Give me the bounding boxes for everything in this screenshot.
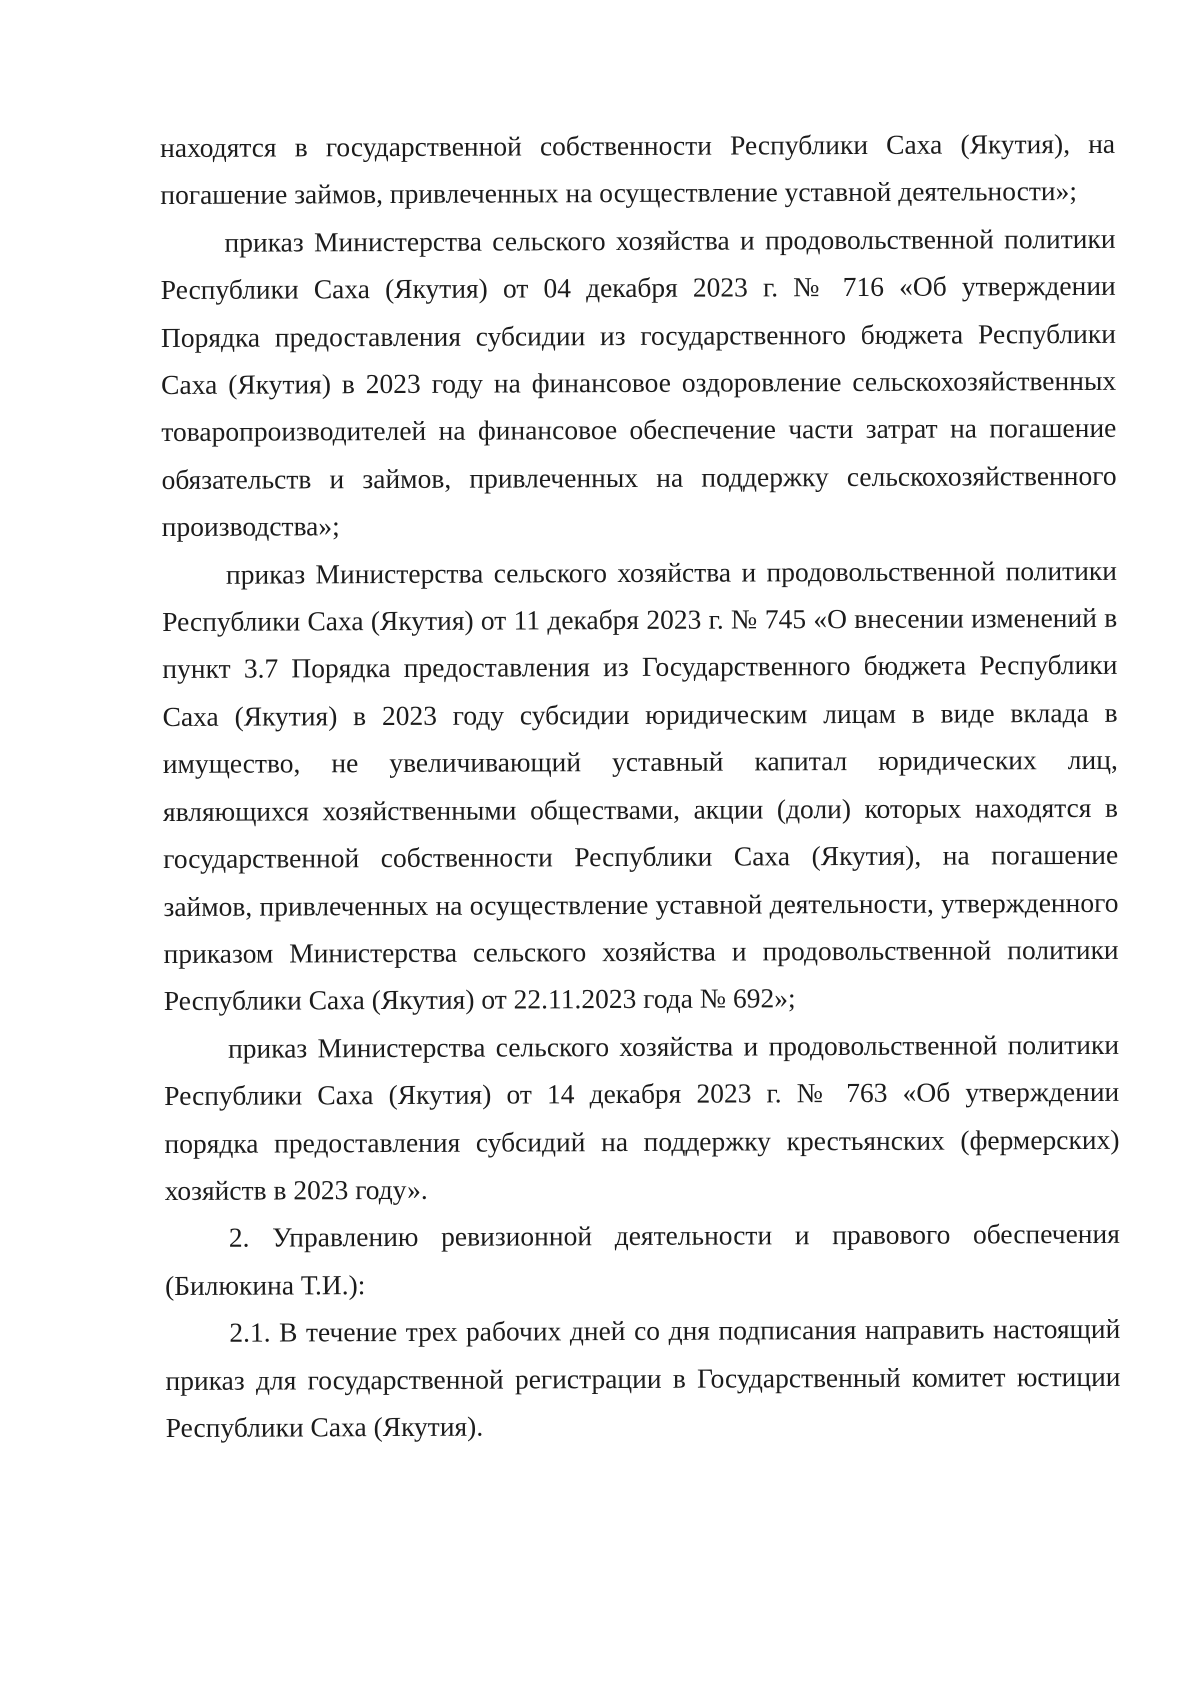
document-body bbox=[160, 120, 1121, 1452]
paragraph-order-763: приказ Министерства сельского хозяйства и продовольственной политики Республики Саха (Якутия) от 14 декабря 2023 г. № 763 «Об утверждении порядка предоставления субсидий на поддержку крестьянских (фермерских) хозяйств в 2023 году». bbox=[164, 1028, 1120, 1206]
paragraph-order-716: приказ Министерства сельского хозяйства и продовольственной политики Республики Саха (Якутия) от 04 декабря 2023 г. № 716 «Об утверждении Порядка предоставления субсидии из государственного бюджета Республики Саха (Якутия) в 2023 году на финансовое оздоровление сельскохозяйственных товаропроизводителей на финансовое обеспечение части затрат на погашение обязательств и займов, привлеченных на поддержку сельскохозяйственного производства»; bbox=[160, 222, 1117, 543]
paragraph-continuation: находятся в государственной собственности Республики Саха (Якутия), на погашение займов, привлеченных на осуществление уставной деятельности»; bbox=[160, 127, 1116, 211]
paragraph-order-745: приказ Министерства сельского хозяйства и продовольственной политики Республики Саха (Якутия) от 11 декабря 2023 г. № 745 «О внесении изменений в пункт 3.7 Порядка предоставления из Государственного бюджета Республики Саха (Якутия) в 2023 году субсидии юридическим лицам в виде вклада в имущество, не увеличивающий уставный капитал юридических лиц, являющихся хозяйственными обществами, акции (доли) которых находятся в государственной собственности Республики Саха (Якутия), на погашение займов, привлеченных на осуществление уставной деятельности, утвержденного приказом Министерства сельского хозяйства и продовольственной политики Республики Саха (Якутия) от 22.11.2023 года № 692»; bbox=[162, 554, 1119, 1017]
paragraph-item-2-1: 2.1. В течение трех рабочих дней со дня подписания направить настоящий приказ для государственной регистрации в Государственный комитет юстиции Республики Саха (Якутия). bbox=[165, 1312, 1121, 1443]
paragraph-item-2: 2. Управлению ревизионной деятельности и правового обеспечения (Билюкина Т.И.): bbox=[164, 1218, 1120, 1301]
